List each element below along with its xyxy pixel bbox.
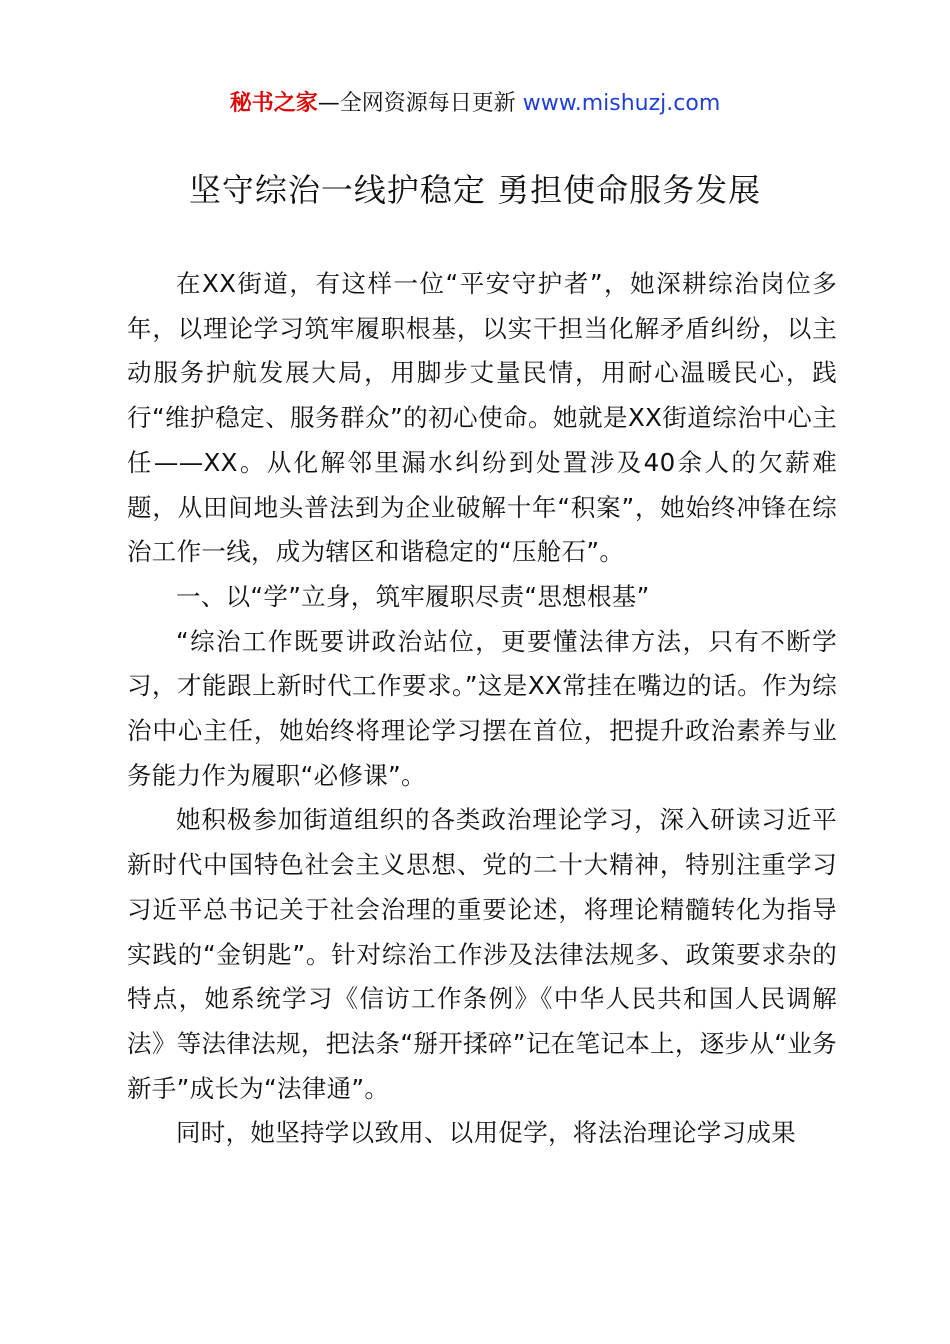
paragraph-application: 同时，她坚持学以致用、以用促学，将法治理论学习成果	[176, 1118, 796, 1148]
paragraph-quote: “综治工作既要讲政治站位，更要懂法律方法，只有不断学习，才能跟上新时代工作要求。”这是XX常挂在嘴边的话。作为综治中心主任，她始终将理论学习摆在首位，把提升政治素养与业务能力作为履职“必修课”。	[127, 626, 837, 790]
site-header	[0, 88, 950, 120]
header-tagline: —全网资源每日更新	[317, 91, 523, 116]
document-title: 坚守综治一线护稳定 勇担使命服务发展	[188, 171, 762, 209]
brand-name: 秘书之家	[229, 91, 318, 116]
site-url-link[interactable]: www.mishuzj.com	[522, 91, 721, 116]
document-body	[127, 262, 837, 1156]
paragraph-intro: 在XX街道，有这样一位“平安守护者”，她深耕综治岗位多年，以理论学习筑牢履职根基，以实干担当化解矛盾纠纷，以主动服务护航发展大局，用脚步丈量民情，用耐心温暖民心，践行“维护稳定、服务群众”的初心使命。她就是XX街道综治中心主任——XX。从化解邻里漏水纠纷到处置涉及40余人的欠薪难题，从田间地头普法到为企业破解十年“积案”，她始终冲锋在综治工作一线，成为辖区和谐稳定的“压舱石”。	[127, 269, 837, 567]
paragraph-study: 她积极参加街道组织的各类政治理论学习，深入研读习近平新时代中国特色社会主义思想、党的二十大精神，特别注重学习习近平总书记关于社会治理的重要论述，将理论精髓转化为指导实践的“金钥匙”。针对综治工作涉及法律法规多、政策要求杂的特点，她系统学习《信访工作条例》《中华人民共和国人民调解法》等法律法规，把法条“掰开揉碎”记在笔记本上，逐步从“业务新手”成长为“法律通”。	[127, 805, 837, 1103]
section-heading-1: 一、以“学”立身，筑牢履职尽责“思想根基”	[176, 581, 650, 611]
